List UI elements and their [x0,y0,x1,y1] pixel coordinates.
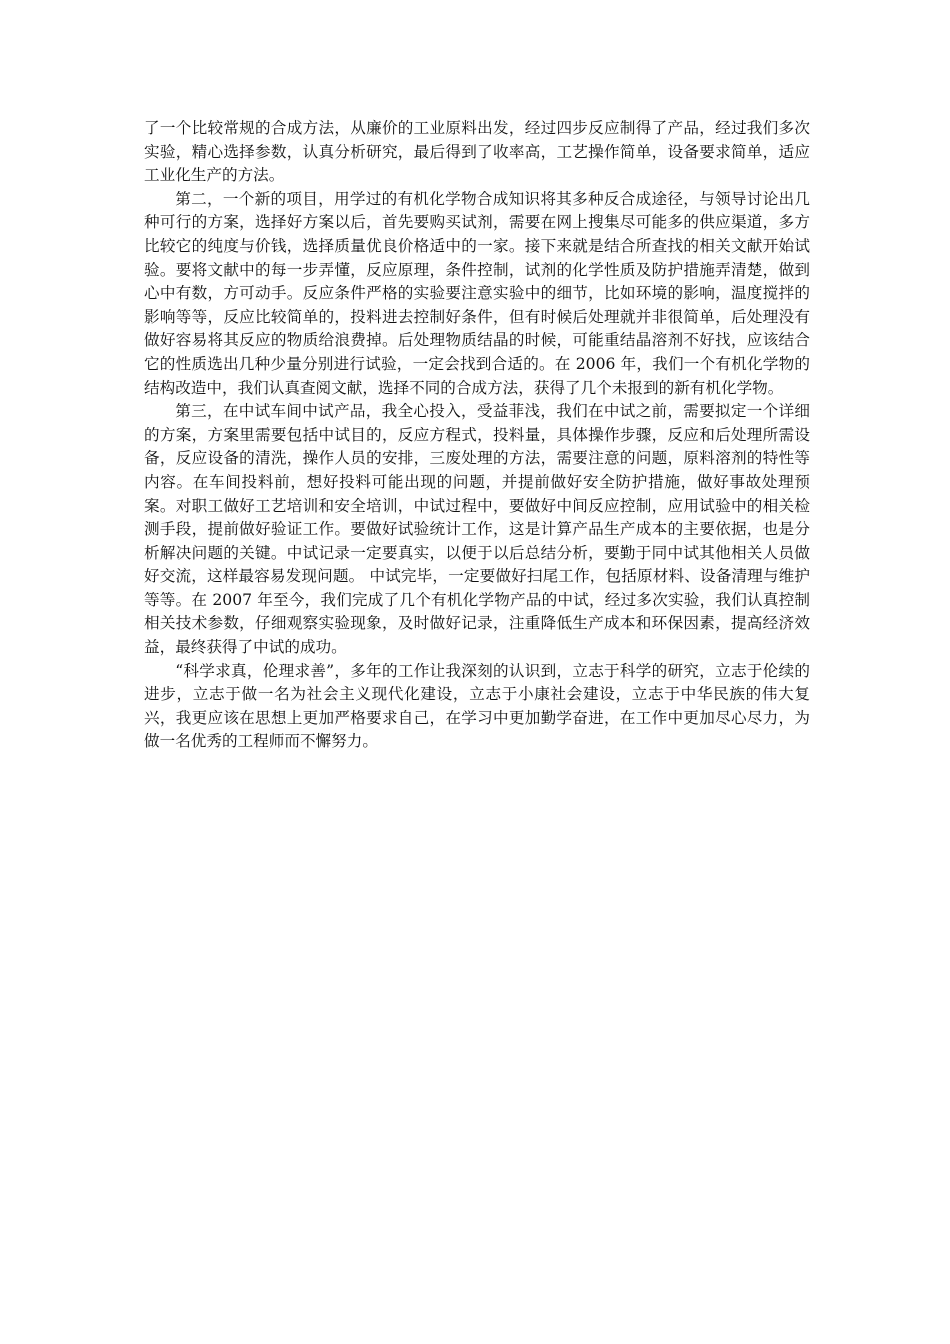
paragraph-conclusion: “科学求真，伦理求善”，多年的工作让我深刻的认识到，立志于科学的研究，立志于伦续的进步，立志于做一名为社会主义现代化建设，立志于小康社会建设，立志于中华民族的伟大复兴，我更应该在思想上更加严格要求自己，在学习中更加勤学奋进，在工作中更加尽心尽力，为做一名优秀的工程师而不懈努力。 [144,661,810,751]
paragraph-second-point: 第二，一个新的项目，用学过的有机化学物合成知识将其多种反合成途径，与领导讨论出几种可行的方案，选择好方案以后，首先要购买试剂，需要在网上搜集尽可能多的供应渠道，多方比较它的纯度与价钱，选择质量优良价格适中的一家。接下来就是结合所查找的相关文献开始试验。要将文献中的每一步弄懂，反应原理，条件控制，试剂的化学性质及防护措施弄清楚，做到心中有数，方可动手。反应条件严格的实验要注意实验中的细节，比如环境的影响，温度搅拌的影响等等，反应比较简单的，投料进去控制好条件，但有时候后处理就并非很简单，后处理没有做好容易将其反应的物质给浪费掉。后处理物质结晶的时候，可能重结晶溶剂不好找，应该结合它的性质选出几种少量分别进行试验，一定会找到合适的。在 2006 年，我们一个有机化学物的结构改造中，我们认真查阅文献，选择不同的合成方法，获得了几个未报到的新有机化学物。 [144,189,810,397]
paragraph-continuation: 了一个比较常规的合成方法，从廉价的工业原料出发，经过四步反应制得了产品，经过我们多次实验，精心选择参数，认真分析研究，最后得到了收率高，工艺操作简单，设备要求简单，适应工业化生产的方法。 [144,119,810,185]
paragraph-third-point: 第三，在中试车间中试产品，我全心投入，受益菲浅，我们在中试之前，需要拟定一个详细的方案，方案里需要包括中试目的，反应方程式，投料量，具体操作步骤，反应和后处理所需设备，反应设备的清洗，操作人员的安排，三废处理的方法，需要注意的问题，原料溶剂的特性等内容。在车间投料前，想好投料可能出现的问题，并提前做好安全防护措施，做好事故处理预案。对职工做好工艺培训和安全培训，中试过程中，要做好中间反应控制，应用试验中的相关检测手段，提前做好验证工作。要做好试验统计工作，这是计算产品生产成本的主要依据，也是分析解决问题的关键。中试记录一定要真实，以便于以后总结分析，要勤于同中试其他相关人员做好交流，这样最容易发现问题。 中试完毕，一定要做好扫尾工作，包括原材料、设备清理与维护等等。在 2007 年至今，我们完成了几个有机化学物产品的中试，经过多次实验，我们认真控制相关技术参数，仔细观察实验现象，及时做好记录，注重降低生产成本和环保因素，提高经济效益，最终获得了中试的成功。 [144,402,810,657]
document-page [144,117,810,754]
